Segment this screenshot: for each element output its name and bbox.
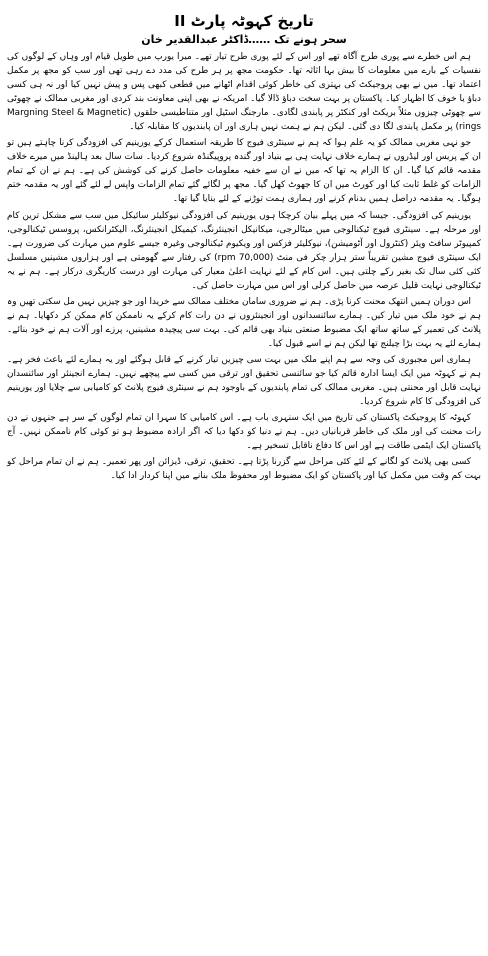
article-body	[7, 50, 481, 483]
paragraph: جو نہی مغربی ممالک کو یہ علم ہوا کہ ہم نے سینٹری فیوج کا طریقہ استعمال کرکے یورینیم کی افزودگی کرنا چاہتے ہیں تو ان کے پریس اور لیڈروں نے ہمارے خلاف نہایت ہی بے بنیاد اور گندہ پروپیگنڈہ شروع کردیا۔ سات سال بعد ہالینڈ میں میرے خلاف مقدمہ قائم کیا گیا۔ ان کا الزام یہ تھا کہ میں نے ان سے خفیہ معلومات حاصل کرنے کی کوشش کی ہے۔ ہم نے ان کے تمام الزامات کو غلط ثابت کیا اور کورٹ میں ان کا جھوٹ کھل گیا۔ مجھ پر لگائے گئے تمام الزامات واپس لے لئے گئے اور یہ مقدمہ ختم ہوگیا۔ یہ مقدمہ دراصل ہمیں بدنام کرنے اور ہماری ہمت توڑنے کے لئے بنایا گیا تھا۔	[7, 138, 481, 205]
paragraph: ہماری اس مجبوری کی وجہ سے ہم اپنے ملک میں بہت سی چیزیں تیار کرنے کے قابل ہوگئے اور یہ ہمارے لئے باعث فخر ہے۔ ہم نے کہوٹہ میں ایک ایسا ادارہ قائم کیا جو سائنسی تحقیق اور ترقی میں کسی سے پیچھے نہیں۔ ہمارے انجینئر اور سائنسدان نہایت قابل اور محنتی ہیں۔ مغربی ممالک کی تمام پابندیوں کے باوجود ہم نے سینٹری فیوج پلانٹ کو کامیابی سے چلایا اور یورینیم کی افزودگی کا کام شروع کردیا۔	[7, 354, 481, 408]
paragraph: ہم اس خطرے سے پوری طرح آگاہ تھے اور اس کے لئے پوری طرح تیار تھے۔ میرا یورپ میں طویل قیام اور وہاں کے لوگوں کی نفسیات کے بارے میں معلومات کا بیش بہا اثاثہ تھا۔ حکومت مجھ پر ہر طرح کی مدد دے رہی تھی اور سب کو مجھ پر مکمل اعتماد تھا۔ میں نے بھی پروجیکٹ کی بہتری کی خاطر کوئی اقدام اٹھانے میں قطعی کبھی پس و پیش نہیں کیا اور نہ ہی کسی دباؤ یا خوف کا اظہار کیا۔ پاکستان پر بہت سخت دباؤ ڈالا گیا۔ امریکہ نے بھی اپنی معاونت بند کردی اور مغربی ممالک نے چھوٹی سے چھوٹی چیزوں مثلاً بریکٹ اور کنکٹر پر پابندی لگادی۔ مارجنگ اسٹیل اور متناطیسی حلقوں (Margning Steel & Magnetic rings) پر مکمل پابندی لگا دی گئی۔ لیکن ہم نے ہمت نہیں ہاری اور ان پابندیوں کا مقابلہ کیا۔	[7, 52, 481, 133]
paragraph: اس دوران ہمیں انتھک محنت کرنا پڑی۔ ہم نے ضروری سامان مختلف ممالک سے خریدا اور جو چیزیں نہیں مل سکتی تھیں وہ ہم نے خود ملک میں تیار کیں۔ ہمارے سائنسدانوں اور انجینئروں نے دن رات کام کرکے یہ ناممکن کام ممکن کر دکھایا۔ ہم نے پلانٹ کی تعمیر کے ساتھ ساتھ ایک مضبوط صنعتی بنیاد بھی قائم کی۔ بہت سی پیچیدہ مشینیں، پرزے اور آلات ہم نے خود بنائے۔ ہمارے لئے یہ بہت بڑا چیلنج تھا لیکن ہم نے اسے قبول کیا۔	[7, 296, 481, 349]
article-title: تاریخ کہوٹہ پارٹ II	[174, 12, 314, 30]
paragraph: کہوٹہ کا پروجیکٹ پاکستان کی تاریخ میں ایک سنہری باب ہے۔ اس کامیابی کا سہرا ان تمام لوگوں کے سر ہے جنہوں نے دن رات محنت کی اور ملک کی خاطر قربانیاں دیں۔ ہم نے دنیا کو دکھا دیا کہ اگر ارادہ مضبوط ہو تو کوئی کام ناممکن نہیں۔ آج پاکستان ایک ایٹمی طاقت ہے اور اس کا دفاع ناقابل تسخیر ہے۔	[7, 413, 481, 452]
paragraph: یورینیم کی افزودگی۔ جیسا کہ میں پہلے بیان کرچکا ہوں یورینیم کی افزودگی نیوکلیئر سائیکل میں سب سے مشکل ترین کام اور مرحلہ ہے۔ سینٹری فیوج ٹیکنالوجی میں میٹالرجی، میکانیکل انجینئرنگ، کیمیکل انجینئرنگ، الیکٹرانکس، پروسس ٹیکنالوجی، کمپیوٹر سافٹ ویئر (کنٹرول اور آٹومیشن)، نیوکلیئر فزکس اور ویکیوم ٹیکنالوجی وغیرہ جیسے علوم میں مہارت کی ضرورت ہے۔ ایک سینٹری فیوج مشین تقریباً ستر ہزار چکر فی منٹ (70,000 rpm) کی رفتار سے گھومتی ہے اور ہزاروں مشینیں مسلسل کئی کئی سال تک بغیر رکے چلتی ہیں۔ اس کام کے لئے نہایت اعلیٰ معیار کی مہارت اور درست کاریگری درکار ہے۔ ہم نے یہ ٹیکنالوجی نہایت قلیل عرصہ میں حاصل کرلی اور اس میں مہارت حاصل کی۔	[7, 210, 482, 291]
paragraph: کسی بھی پلانٹ کو لگانے کے لئے کئی مراحل سے گزرنا پڑتا ہے۔ تحقیق، ترقی، ڈیزائن اور پھر تعمیر۔ ہم نے ان تمام مراحل کو بہت کم وقت میں مکمل کیا اور پاکستان کو ایک مضبوط اور محفوظ ملک بنانے میں اپنا کردار ادا کیا۔	[7, 457, 481, 482]
article-byline: سحر ہونے تک ……ڈاکٹر عبدالقدیر خان	[141, 33, 347, 46]
